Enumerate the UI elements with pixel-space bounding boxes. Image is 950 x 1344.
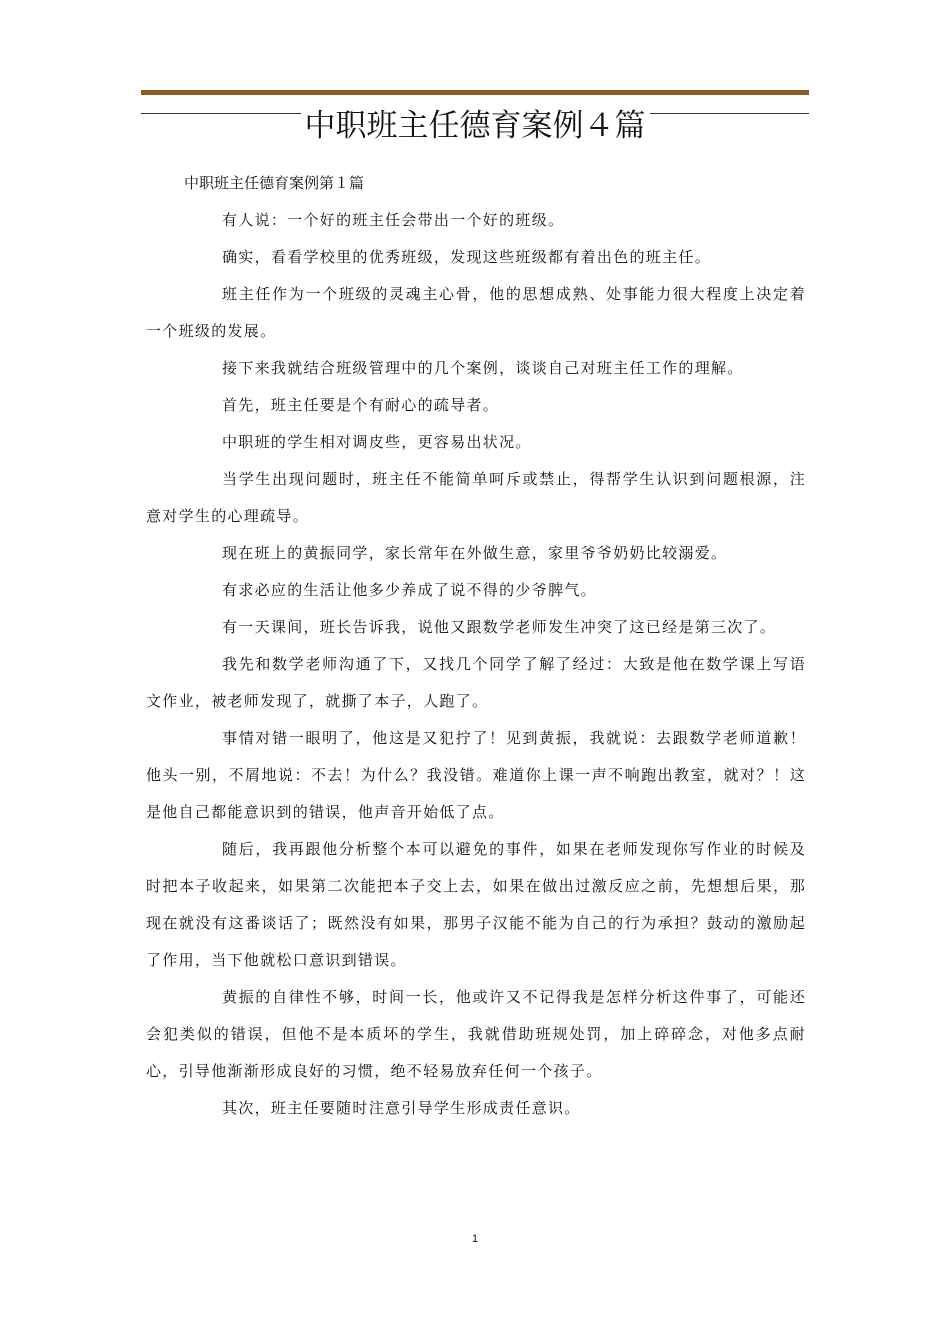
paragraph: 接下来我就结合班级管理中的几个案例，谈谈自己对班主任工作的理解。 bbox=[222, 359, 744, 377]
paragraph: 确实，看看学校里的优秀班级，发现这些班级都有着出色的班主任。 bbox=[222, 248, 712, 266]
title-text: 中职班主任德育案例４篇 bbox=[301, 108, 650, 144]
paragraph: 当学生出现问题时，班主任不能简单呵斥或禁止，得帮学生认识到问题根源，注意对学生的心理疏导。 bbox=[146, 470, 806, 525]
document-title bbox=[141, 104, 809, 148]
paragraph: 有人说：一个好的班主任会带出一个好的班级。 bbox=[222, 211, 565, 229]
document-body bbox=[146, 168, 806, 1127]
paragraph: 有一天课间，班长告诉我，说他又跟数学老师发生冲突了这已经是第三次了。 bbox=[222, 618, 777, 636]
paragraph: 其次，班主任要随时注意引导学生形成责任意识。 bbox=[222, 1099, 581, 1117]
paragraph: 黄振的自律性不够，时间一长，他或许又不记得我是怎样分析这件事了，可能还会犯类似的错误，但他不是本质坏的学生，我就借助班规处罚，加上碎碎念，对他多点耐心，引导他渐渐形成良好的习惯，绝不轻易放弃任何一个孩子。 bbox=[146, 988, 806, 1080]
paragraph: 我先和数学老师沟通了下，又找几个同学了解了经过：大致是他在数学课上写语文作业，被老师发现了，就撕了本子，人跑了。 bbox=[146, 655, 806, 710]
paragraph: 事情对错一眼明了，他这是又犯拧了！见到黄振，我就说：去跟数学老师道歉！他头一别，不屑地说：不去！为什么？我没错。难道你上课一声不响跑出教室，就对？！这是他自己都能意识到的错误，他声音开始低了点。 bbox=[146, 729, 806, 821]
paragraph: 随后，我再跟他分析整个本可以避免的事件，如果在老师发现你写作业的时候及时把本子收起来，如果第二次能把本子交上去，如果在做出过激反应之前，先想想后果，那现在就没有这番谈话了；既然没有如果，那男子汉能不能为自己的行为承担？鼓动的激励起了作用，当下他就松口意识到错误。 bbox=[146, 840, 806, 969]
page-number: 1 bbox=[471, 1233, 479, 1245]
paragraph: 中职班的学生相对调皮些，更容易出状况。 bbox=[222, 433, 532, 451]
paragraph: 有求必应的生活让他多少养成了说不得的少爷脾气。 bbox=[222, 581, 597, 599]
section-heading: 中职班主任德育案例第１篇 bbox=[184, 174, 365, 192]
paragraph: 班主任作为一个班级的灵魂主心骨，他的思想成熟、处事能力很大程度上决定着一个班级的发展。 bbox=[146, 285, 806, 340]
paragraph: 现在班上的黄振同学，家长常年在外做生意，家里爷爷奶奶比较溺爱。 bbox=[222, 544, 728, 562]
header-thick-rule bbox=[141, 90, 809, 95]
paragraph: 首先，班主任要是个有耐心的疏导者。 bbox=[222, 396, 500, 414]
